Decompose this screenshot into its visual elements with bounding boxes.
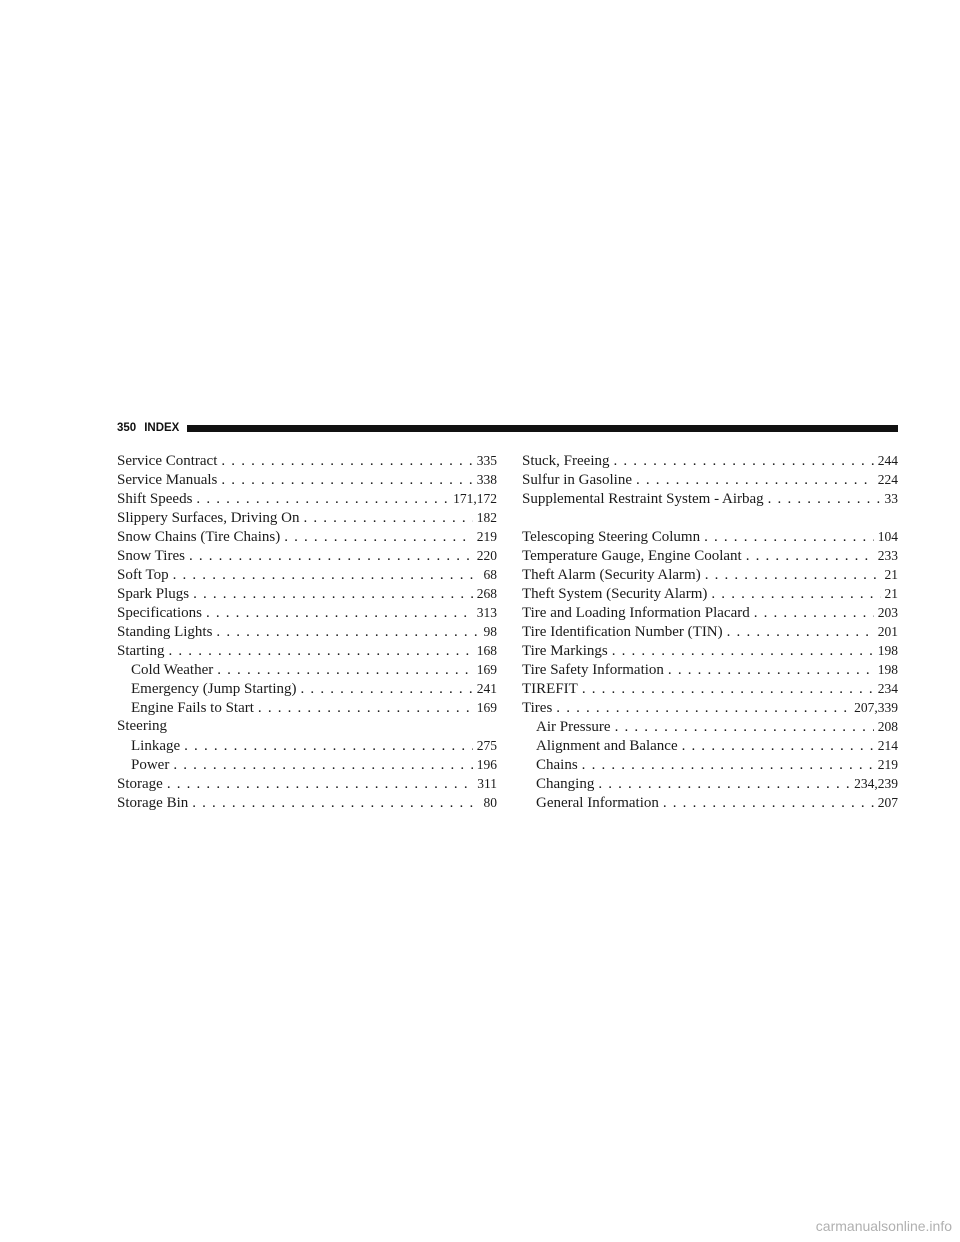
index-entry xyxy=(522,660,898,679)
index-entry xyxy=(522,565,898,584)
dot-leader xyxy=(615,718,874,737)
entry-term: Supplemental Restraint System - Airbag xyxy=(522,491,764,507)
entry-page-ref: 311 xyxy=(477,776,497,791)
entry-page-ref: 244 xyxy=(877,453,898,468)
entry-page-ref: 233 xyxy=(877,548,898,563)
index-entry xyxy=(117,717,497,736)
entry-term: Storage Bin xyxy=(117,795,189,811)
dot-leader xyxy=(193,585,473,604)
index-entry xyxy=(117,584,497,603)
index-entry xyxy=(522,622,898,641)
entry-term: Cold Weather xyxy=(131,662,214,678)
entry-term: Theft System (Security Alarm) xyxy=(522,586,708,602)
entry-page-ref: 104 xyxy=(877,529,898,544)
index-entry xyxy=(522,641,898,660)
index-entry xyxy=(117,641,497,660)
index-subentry xyxy=(117,679,497,698)
entry-term: Alignment and Balance xyxy=(536,738,678,754)
dot-leader xyxy=(173,756,472,775)
entry-page-ref: 241 xyxy=(476,681,497,696)
dot-leader xyxy=(663,794,874,813)
index-entry xyxy=(117,622,497,641)
dot-leader xyxy=(614,452,874,471)
entry-term: Changing xyxy=(536,776,595,792)
index-entry xyxy=(117,470,497,489)
entry-page-ref: 313 xyxy=(476,605,497,620)
entry-page-ref: 21 xyxy=(884,567,898,582)
entry-page-ref: 33 xyxy=(884,491,898,506)
entry-page-ref: 275 xyxy=(476,738,497,753)
header-rule xyxy=(187,425,898,432)
entry-page-ref: 234,239 xyxy=(854,776,898,791)
entry-page-ref: 268 xyxy=(476,586,497,601)
entry-page-ref: 207,339 xyxy=(854,700,898,715)
entry-page-ref: 68 xyxy=(483,567,497,582)
entry-term: Soft Top xyxy=(117,567,169,583)
dot-leader xyxy=(668,661,874,680)
dot-leader xyxy=(173,566,480,585)
entry-term: Service Contract xyxy=(117,453,218,469)
index-entry xyxy=(117,489,497,508)
entry-term: Tires xyxy=(522,700,553,716)
dot-leader xyxy=(284,528,473,547)
dot-leader xyxy=(169,642,473,661)
dot-leader xyxy=(705,566,881,585)
entry-term: Air Pressure xyxy=(536,719,611,735)
index-subentry xyxy=(117,660,497,679)
watermark: carmanualsonline.info xyxy=(815,1218,952,1234)
entry-term: Stuck, Freeing xyxy=(522,453,610,469)
entry-term: Specifications xyxy=(117,605,202,621)
entry-term: Snow Chains (Tire Chains) xyxy=(117,529,281,545)
entry-page-ref: 219 xyxy=(476,529,497,544)
index-entry xyxy=(117,774,497,793)
dot-leader xyxy=(189,547,473,566)
dot-leader xyxy=(711,585,880,604)
index-subentry xyxy=(117,755,497,774)
entry-term: Tire Identification Number (TIN) xyxy=(522,624,723,640)
dot-leader xyxy=(196,490,449,509)
entry-term: General Information xyxy=(536,795,659,811)
section-title: INDEX xyxy=(144,422,180,434)
entry-page-ref: 196 xyxy=(476,757,497,772)
entry-page-ref: 21 xyxy=(884,586,898,601)
index-entry xyxy=(522,451,898,470)
entry-page-ref: 338 xyxy=(476,472,497,487)
entry-term: Emergency (Jump Starting) xyxy=(131,681,297,697)
entry-term: Theft Alarm (Security Alarm) xyxy=(522,567,701,583)
entry-term: Tire Safety Information xyxy=(522,662,664,678)
page-header xyxy=(117,420,898,436)
entry-page-ref: 201 xyxy=(877,624,898,639)
dot-leader xyxy=(206,604,473,623)
entry-page-ref: 214 xyxy=(877,738,898,753)
dot-leader xyxy=(746,547,874,566)
entry-term: Power xyxy=(131,757,170,773)
index-entry xyxy=(522,470,898,489)
entry-term: Engine Fails to Start xyxy=(131,700,254,716)
dot-leader xyxy=(582,756,874,775)
entry-term: Chains xyxy=(536,757,578,773)
entry-term: Standing Lights xyxy=(117,624,213,640)
index-entry xyxy=(522,546,898,565)
dot-leader xyxy=(754,604,874,623)
entry-page-ref: 220 xyxy=(476,548,497,563)
entry-term: Sulfur in Gasoline xyxy=(522,472,632,488)
index-subentry xyxy=(522,755,898,774)
index-column-left xyxy=(117,451,497,812)
dot-leader xyxy=(612,642,874,661)
entry-gap xyxy=(522,508,898,527)
dot-leader xyxy=(704,528,874,547)
entry-page-ref: 98 xyxy=(483,624,497,639)
index-entry xyxy=(117,451,497,470)
entry-term: Steering xyxy=(117,718,167,734)
index-entry xyxy=(522,698,898,717)
index-entry xyxy=(522,603,898,622)
entry-page-ref: 219 xyxy=(877,757,898,772)
dot-leader xyxy=(221,471,472,490)
entry-page-ref: 169 xyxy=(476,700,497,715)
index-subentry xyxy=(522,736,898,755)
entry-page-ref: 171,172 xyxy=(453,491,497,506)
entry-term: Spark Plugs xyxy=(117,586,190,602)
entry-page-ref: 80 xyxy=(483,795,497,810)
entry-term: Tire and Loading Information Placard xyxy=(522,605,750,621)
dot-leader xyxy=(167,775,473,794)
entry-term: Snow Tires xyxy=(117,548,185,564)
entry-page-ref: 169 xyxy=(476,662,497,677)
dot-leader xyxy=(184,737,473,756)
index-entry xyxy=(117,603,497,622)
entry-page-ref: 198 xyxy=(877,643,898,658)
entry-term: Storage xyxy=(117,776,163,792)
page-number: 350 xyxy=(117,422,137,434)
dot-leader xyxy=(582,680,874,699)
entry-page-ref: 208 xyxy=(877,719,898,734)
entry-term: Slippery Surfaces, Driving On xyxy=(117,510,300,526)
dot-leader xyxy=(303,509,472,528)
dot-leader xyxy=(636,471,874,490)
index-subentry xyxy=(117,698,497,717)
index-entry xyxy=(117,546,497,565)
entry-page-ref: 203 xyxy=(877,605,898,620)
index-entry xyxy=(117,527,497,546)
dot-leader xyxy=(192,794,479,813)
dot-leader xyxy=(598,775,850,794)
index-entry xyxy=(522,527,898,546)
index-subentry xyxy=(117,736,497,755)
entry-page-ref: 168 xyxy=(476,643,497,658)
index-entry xyxy=(522,489,898,508)
entry-page-ref: 335 xyxy=(476,453,497,468)
index-subentry xyxy=(522,774,898,793)
entry-page-ref: 198 xyxy=(877,662,898,677)
dot-leader xyxy=(682,737,874,756)
entry-page-ref: 234 xyxy=(877,681,898,696)
entry-term: Linkage xyxy=(131,738,181,754)
dot-leader xyxy=(556,699,850,718)
index-entry xyxy=(117,565,497,584)
dot-leader xyxy=(301,680,473,699)
entry-term: Temperature Gauge, Engine Coolant xyxy=(522,548,742,564)
dot-leader xyxy=(768,490,881,509)
dot-leader xyxy=(217,661,473,680)
dot-leader xyxy=(258,699,473,718)
entry-page-ref: 207 xyxy=(877,795,898,810)
dot-leader xyxy=(216,623,479,642)
index-entry xyxy=(117,508,497,527)
entry-page-ref: 224 xyxy=(877,472,898,487)
entry-term: Shift Speeds xyxy=(117,491,193,507)
index-entry xyxy=(117,793,497,812)
dot-leader xyxy=(221,452,472,471)
entry-term: Tire Markings xyxy=(522,643,608,659)
index-entry xyxy=(522,679,898,698)
entry-term: Starting xyxy=(117,643,165,659)
entry-term: Service Manuals xyxy=(117,472,218,488)
index-entry xyxy=(522,584,898,603)
dot-leader xyxy=(727,623,874,642)
entry-term: TIREFIT xyxy=(522,681,578,697)
index-column-right xyxy=(522,451,898,812)
entry-term: Telescoping Steering Column xyxy=(522,529,701,545)
entry-page-ref: 182 xyxy=(476,510,497,525)
index-subentry xyxy=(522,717,898,736)
index-subentry xyxy=(522,793,898,812)
